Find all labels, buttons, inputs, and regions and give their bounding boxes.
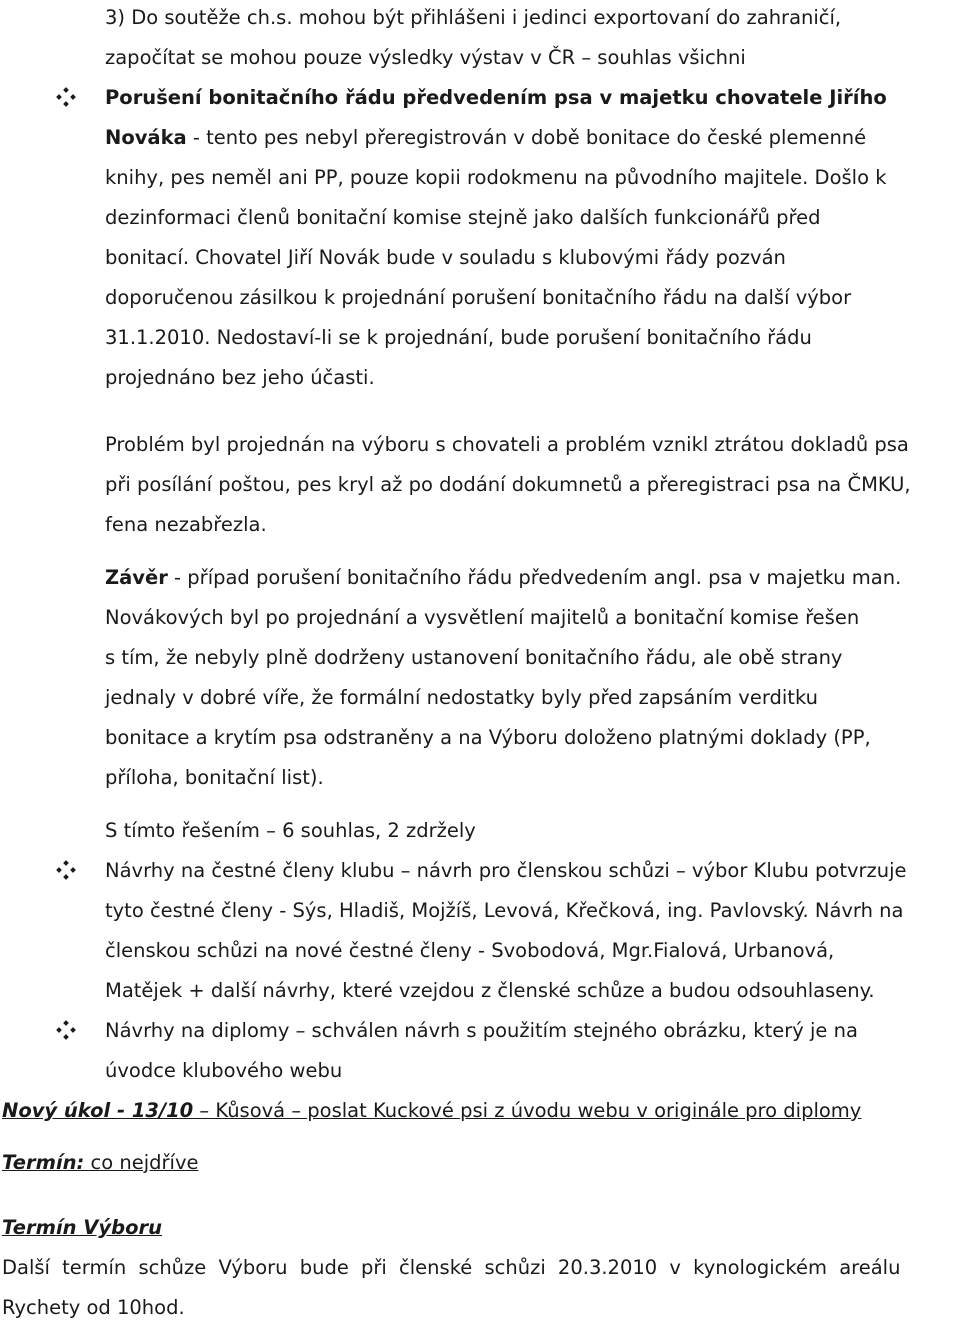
text-line: tyto čestné členy - Sýs, Hladiš, Mojžíš, Levová, Křečková, ing. Pavlovský. Návrh na [105,899,904,922]
text-line: dezinformaci členů bonitační komise stejně jako dalších funkcionářů před [105,206,821,229]
text-span: - tento pes nebyl přeregistrován v době bonitace do české plemenné [186,126,867,149]
text-line: fena nezabřezla. [105,513,267,536]
text-line: bonitace a krytím psa odstraněny a na Výboru doloženo platnými doklady (PP, [105,726,871,749]
diamond-dots-bullet-icon [55,1019,77,1041]
text-line: s tím, že nebyly plně dodrženy ustanovení bonitačního řádu, ale obě strany [105,646,843,669]
text-line: Návrhy na čestné členy klubu – návrh pro členskou schůzi – výbor Klubu potvrzuje [105,859,907,882]
name-bold: Nováka [105,126,187,149]
text-line: při posílání poštou, pes kryl až po dodání dokumnetů a přeregistraci psa na ČMKU, [105,473,911,496]
text-line: Další termín schůze Výboru bude při členské schůzi 20.3.2010 v kynologickém areálu [2,1256,901,1279]
text-span: - případ porušení bonitačního řádu předvedením angl. psa v majetku man. [167,566,902,589]
text-line: Novákových byl po projednání a vysvětlení majitelů a bonitační komise řešen [105,606,860,629]
diamond-dots-bullet-icon [55,859,77,881]
text-line: příloha, bonitační list). [105,766,324,789]
text-line: Porušení bonitačního řádu předvedením psa v majetku chovatele Jiřího [105,86,887,109]
text-line [105,126,866,150]
text-line: knihy, pes neměl ani PP, pouze kopii rodokmenu na původního majitele. Došlo k [105,166,887,189]
text-line: 3) Do soutěže ch.s. mohou být přihlášeni i jedinci exportovaní do zahraničí, [105,6,842,29]
section-heading: Termín Výboru [2,1216,162,1239]
text-line: Problém byl projednán na výboru s chovateli a problém vznikl ztrátou dokladů psa [105,433,909,456]
text-line [105,566,901,590]
vote-result: S tímto řešením – 6 souhlas, 2 zdržely [105,819,476,842]
deadline-label: Termín: [2,1151,85,1174]
text-line: 31.1.2010. Nedostaví-li se k projednání, bude porušení bonitačního řádu [105,326,812,349]
text-line: započítat se mohou pouze výsledky výstav v ČR – souhlas všichni [105,46,746,69]
text-line: úvodce klubového webu [105,1059,343,1082]
text-line: doporučenou zásilkou k projednání porušení bonitačního řádu na další výbor [105,286,852,309]
conclusion-label: Závěr [105,566,168,589]
diamond-dots-bullet-icon [55,86,77,108]
text-line: Matějek + další návrhy, které vzejdou z členské schůze a budou odsouhlaseny. [105,979,875,1002]
task-text: – Kůsová – poslat Kuckové psi z úvodu webu v originále pro diplomy [193,1099,862,1122]
text-line: Návrhy na diplomy – schválen návrh s použitím stejného obrázku, který je na [105,1019,858,1042]
text-line: jednaly v dobré víře, že formální nedostatky byly před zapsáním verditku [105,686,819,709]
text-line: bonitací. Chovatel Jiří Novák bude v souladu s klubovými řády pozván [105,246,786,269]
text-line: členskou schůzi na nové čestné členy - Svobodová, Mgr.Fialová, Urbanová, [105,939,835,962]
task-label: Nový úkol - 13/10 [2,1099,194,1122]
deadline-line [2,1151,199,1175]
task-line [2,1099,861,1123]
text-line: Rychety od 10hod. [2,1296,185,1319]
deadline-value: co nejdříve [84,1151,199,1174]
text-line: projednáno bez jeho účasti. [105,366,375,389]
